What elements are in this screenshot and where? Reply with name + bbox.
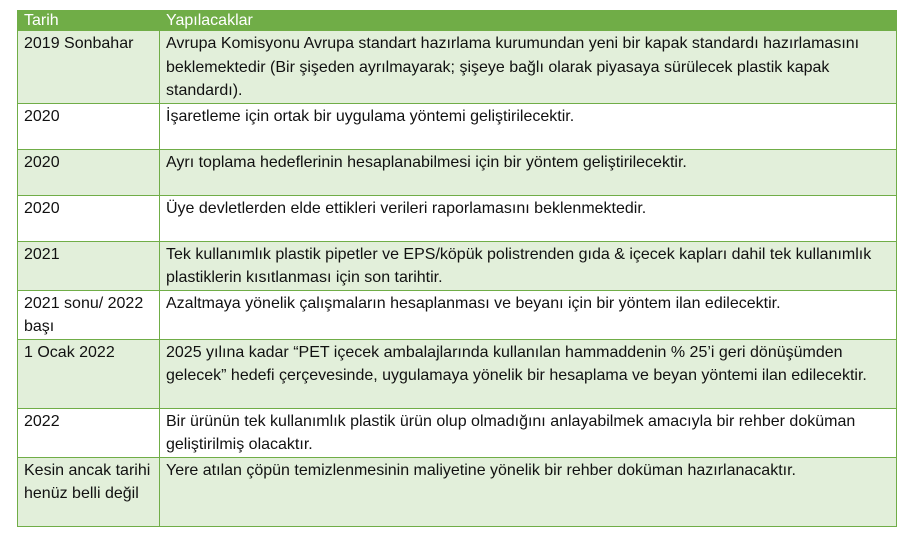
table-row — [18, 195, 897, 241]
date-cell: 2022 — [18, 408, 160, 457]
table-row — [18, 339, 897, 408]
task-cell: 2025 yılına kadar “PET içecek ambalajlarında kullanılan hammaddenin % 25’i geri dönüşümden gelecek” hedefi çerçevesinde, uygulamaya yönelik bir hesaplama ve beyan yöntemi ilan edilecektir. — [160, 339, 897, 408]
task-cell: Bir ürünün tek kullanımlık plastik ürün olup olmadığını anlayabilmek amacıyla bir rehber doküman geliştirilmiş olacaktır. — [160, 408, 897, 457]
task-cell: Tek kullanımlık plastik pipetler ve EPS/köpük polistrenden gıda & içecek kapları dahil tek kullanımlık plastiklerin kısıtlanması için son tarihtir. — [160, 241, 897, 290]
task-cell: Azaltmaya yönelik çalışmaların hesaplanması ve beyanı için bir yöntem ilan edilecektir. — [160, 290, 897, 339]
task-cell: Yere atılan çöpün temizlenmesinin maliyetine yönelik bir rehber doküman hazırlanacaktır. — [160, 457, 897, 526]
table-row — [18, 241, 897, 290]
date-cell: 2021 — [18, 241, 160, 290]
date-cell: 2020 — [18, 149, 160, 195]
date-cell: 2019 Sonbahar — [18, 31, 160, 104]
date-cell: Kesin ancak tarihi henüz belli değil — [18, 457, 160, 526]
task-cell: İşaretleme için ortak bir uygulama yöntemi geliştirilecektir. — [160, 103, 897, 149]
date-cell: 2021 sonu/ 2022 başı — [18, 290, 160, 339]
table-row — [18, 457, 897, 526]
task-cell: Avrupa Komisyonu Avrupa standart hazırlama kurumundan yeni bir kapak standardı hazırlamasını beklemektedir (Bir şişeden ayrılmayarak; şişeye bağlı olarak piyasaya sürülecek plastik kapak standardı). — [160, 31, 897, 104]
timeline-table — [17, 10, 897, 527]
date-cell: 1 Ocak 2022 — [18, 339, 160, 408]
task-cell: Üye devletlerden elde ettikleri verileri raporlamasını beklenmektedir. — [160, 195, 897, 241]
table-row — [18, 149, 897, 195]
table-row — [18, 31, 897, 104]
task-cell: Ayrı toplama hedeflerinin hesaplanabilmesi için bir yöntem geliştirilecektir. — [160, 149, 897, 195]
header-tasks: Yapılacaklar — [160, 11, 897, 31]
table-row — [18, 408, 897, 457]
date-cell: 2020 — [18, 195, 160, 241]
header-date: Tarih — [18, 11, 160, 31]
table-row — [18, 290, 897, 339]
table-body — [18, 31, 897, 527]
table-header — [18, 11, 897, 31]
date-cell: 2020 — [18, 103, 160, 149]
table-row — [18, 103, 897, 149]
header-row — [18, 11, 897, 31]
